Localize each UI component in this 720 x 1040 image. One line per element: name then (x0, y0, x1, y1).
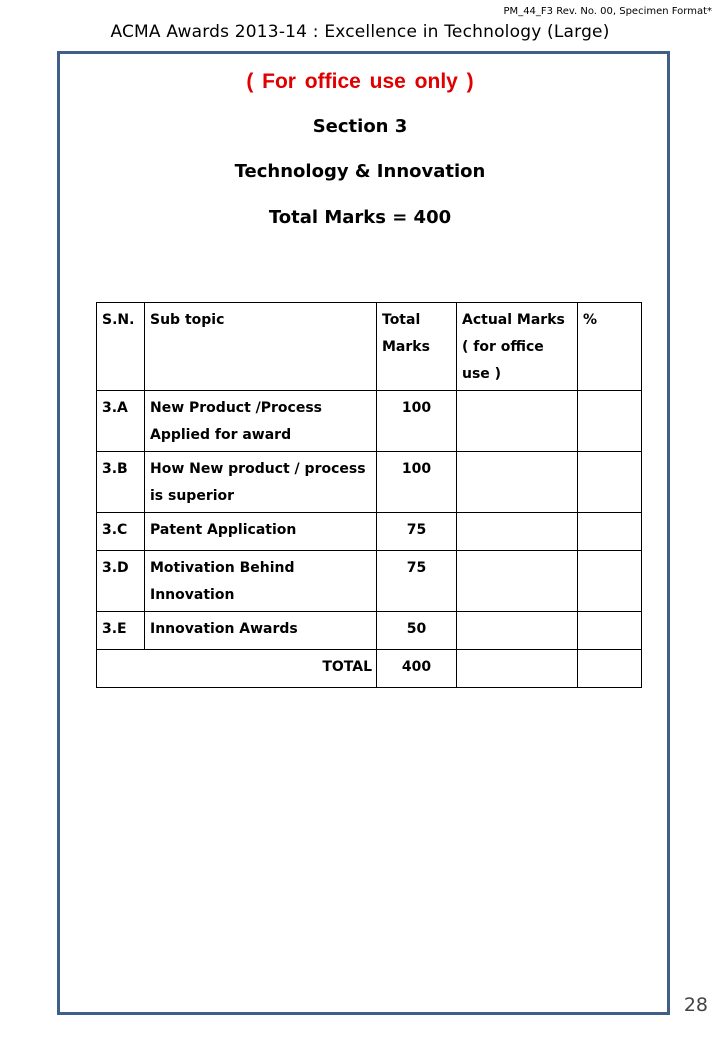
table-row (97, 612, 642, 650)
row-percent (578, 513, 642, 551)
total-actual-marks (457, 650, 578, 688)
row-sn: 3.B (97, 452, 145, 513)
row-total-marks: 75 (377, 513, 457, 551)
row-actual-marks (457, 391, 578, 452)
row-total-marks: 75 (377, 551, 457, 612)
row-percent (578, 391, 642, 452)
row-actual-marks (457, 612, 578, 650)
row-sub-topic: Patent Application (145, 513, 377, 551)
row-sn: 3.C (97, 513, 145, 551)
row-sub-topic: Innovation Awards (145, 612, 377, 650)
row-percent (578, 612, 642, 650)
marks-table (96, 302, 642, 688)
total-label: TOTAL (97, 650, 377, 688)
row-sn: 3.D (97, 551, 145, 612)
form-reference-code: PM_44_F3 Rev. No. 00, Specimen Format* (503, 6, 712, 17)
table-header-row (97, 303, 642, 391)
row-sub-topic: How New product / process is superior (145, 452, 377, 513)
document-header-title: ACMA Awards 2013-14 : Excellence in Technology (Large) (110, 22, 610, 42)
row-sn: 3.E (97, 612, 145, 650)
header-actual-marks: Actual Marks ( for office use ) (457, 303, 578, 391)
total-marks-heading: Total Marks = 400 (268, 207, 452, 228)
row-actual-marks (457, 551, 578, 612)
row-sub-topic: New Product /Process Applied for award (145, 391, 377, 452)
header-sn: S.N. (97, 303, 145, 391)
table-total-row (97, 650, 642, 688)
table-row (97, 513, 642, 551)
total-percent (578, 650, 642, 688)
header-sub-topic: Sub topic (145, 303, 377, 391)
office-use-notice: ( For office use only ) (246, 70, 474, 93)
row-actual-marks (457, 513, 578, 551)
row-sub-topic: Motivation Behind Innovation (145, 551, 377, 612)
section-subtitle: Technology & Innovation (234, 161, 486, 182)
total-marks-value: 400 (377, 650, 457, 688)
row-sn: 3.A (97, 391, 145, 452)
row-percent (578, 551, 642, 612)
table-row (97, 551, 642, 612)
header-total-marks: Total Marks (377, 303, 457, 391)
page-number: 28 (683, 994, 708, 1016)
header-percent: % (578, 303, 642, 391)
row-total-marks: 100 (377, 452, 457, 513)
table-row (97, 391, 642, 452)
row-total-marks: 50 (377, 612, 457, 650)
table-row (97, 452, 642, 513)
section-heading: Section 3 (312, 116, 408, 137)
row-total-marks: 100 (377, 391, 457, 452)
row-actual-marks (457, 452, 578, 513)
row-percent (578, 452, 642, 513)
